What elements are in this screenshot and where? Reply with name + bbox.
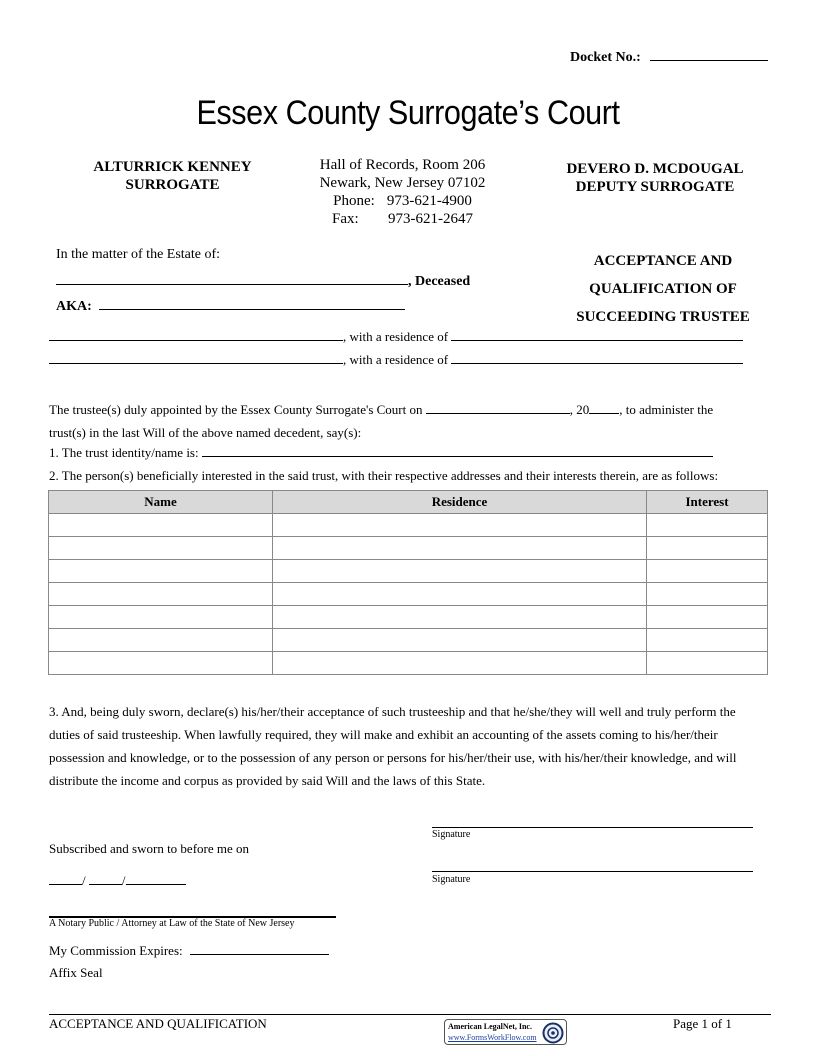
aka-label: AKA:: [56, 299, 92, 314]
beneficiary-residence-cell[interactable]: [273, 652, 647, 675]
fax-value: 973-621-2647: [388, 211, 473, 227]
column-header-residence: Residence: [273, 491, 647, 514]
document-title-line-2: QUALIFICATION OF: [589, 281, 737, 297]
trust-identity-field[interactable]: [202, 445, 713, 457]
residence-label-1: , with a residence of: [343, 329, 449, 344]
trustee-text-2: , to administer the: [619, 402, 714, 417]
commission-date-field[interactable]: [190, 943, 329, 955]
beneficiary-name-cell[interactable]: [49, 652, 273, 675]
deceased-line: [56, 273, 470, 290]
trustee-paragraph: [49, 398, 769, 444]
table-body: [49, 514, 768, 675]
oath-line-4: distribute the income and corpus as provided by said Will and the laws of this State.: [49, 773, 486, 788]
deputy-name: DEVERO D. MCDOUGAL: [566, 161, 744, 177]
commission-label: My Commission Expires:: [49, 943, 183, 958]
deputy-block: [550, 160, 760, 196]
surrogate-block: [70, 158, 275, 194]
beneficiary-residence-cell[interactable]: [273, 629, 647, 652]
document-title: [548, 247, 778, 331]
surrogate-title: SURROGATE: [125, 177, 220, 193]
person-name-field-1[interactable]: [49, 329, 343, 341]
beneficiary-residence-cell[interactable]: [273, 560, 647, 583]
residence-field-1[interactable]: [451, 329, 743, 341]
matter-label: In the matter of the Estate of:: [56, 247, 221, 262]
year-prefix: , 20: [569, 402, 590, 417]
table-row: [49, 537, 768, 560]
column-header-interest: Interest: [647, 491, 768, 514]
sworn-month-field[interactable]: [49, 873, 82, 885]
footer-divider: [49, 1014, 771, 1015]
affix-seal-label: Affix Seal: [49, 965, 103, 980]
sworn-year-field[interactable]: [126, 873, 186, 885]
deceased-label: , Deceased: [408, 274, 471, 289]
surrogate-name: ALTURRICK KENNEY: [93, 159, 252, 175]
beneficiary-name-cell[interactable]: [49, 606, 273, 629]
phone-row: [300, 192, 505, 210]
oath-line-2: duties of said trusteeship. When lawfully required, they will make and exhibit an accounting of the assets coming to his/her/their: [49, 727, 718, 742]
table-row: [49, 652, 768, 675]
docket-number: [570, 49, 768, 66]
beneficiary-name-cell[interactable]: [49, 537, 273, 560]
aka-field[interactable]: [99, 298, 405, 310]
address-line-1: Hall of Records, Room 206: [319, 157, 486, 173]
trustee-text-3: trust(s) in the last Will of the above named decedent, say(s):: [49, 425, 362, 440]
oath-line-1: 3. And, being duly sworn, declare(s) his/her/their acceptance of such trusteeship and that he/she/they will well and truly perform the: [49, 704, 736, 719]
beneficiary-table: [48, 490, 768, 675]
beneficiary-name-cell[interactable]: [49, 514, 273, 537]
court-title: Essex County Surrogate’s Court: [196, 94, 620, 132]
deceased-name-field[interactable]: [56, 273, 408, 285]
beneficiary-residence-cell[interactable]: [273, 583, 647, 606]
table-row: [49, 583, 768, 606]
column-header-name: Name: [49, 491, 273, 514]
beneficiary-name-cell[interactable]: [49, 583, 273, 606]
item-1-label: 1. The trust identity/name is:: [49, 445, 199, 460]
residence-field-2[interactable]: [451, 352, 743, 364]
beneficiary-interest-cell[interactable]: [647, 560, 768, 583]
beneficiary-interest-cell[interactable]: [647, 652, 768, 675]
sworn-date: / /: [49, 873, 186, 889]
notary-label: A Notary Public / Attorney at Law of the State of New Jersey: [49, 918, 295, 929]
residence-line-1: [49, 329, 743, 345]
court-address: [300, 156, 505, 228]
beneficiary-name-cell[interactable]: [49, 560, 273, 583]
beneficiary-name-cell[interactable]: [49, 629, 273, 652]
fax-row: [300, 210, 505, 228]
oath-paragraph: [49, 700, 769, 792]
item-2-label: 2. The person(s) beneficially interested in the said trust, with their respective addresses and their interests therein, are as follows:: [49, 468, 719, 483]
docket-label: Docket No.:: [570, 50, 641, 65]
globe-icon: [542, 1022, 564, 1044]
table-row: [49, 629, 768, 652]
appointment-date-field[interactable]: [426, 402, 570, 414]
table-row: [49, 560, 768, 583]
table-row: [49, 514, 768, 537]
deputy-title: DEPUTY SURROGATE: [575, 179, 735, 195]
signature-field-1[interactable]: [432, 827, 753, 828]
publisher-name: American LegalNet, Inc.: [448, 1022, 532, 1031]
subscribed-label: Subscribed and sworn to before me on: [49, 841, 250, 856]
trustee-text-1: The trustee(s) duly appointed by the Essex County Surrogate's Court on: [49, 402, 423, 417]
beneficiary-interest-cell[interactable]: [647, 514, 768, 537]
beneficiary-residence-cell[interactable]: [273, 537, 647, 560]
oath-line-3: possession and knowledge, or to the possession of any person or persons for his/her/their use, with his/her/their knowledge, and will: [49, 750, 737, 765]
signature-label-2: Signature: [432, 874, 471, 885]
residence-label-2: , with a residence of: [343, 352, 449, 367]
sworn-day-field[interactable]: [89, 873, 122, 885]
table-header-row: [49, 491, 768, 514]
beneficiary-residence-cell[interactable]: [273, 606, 647, 629]
publisher-url[interactable]: www.FormsWorkFlow.com: [448, 1033, 537, 1042]
signature-label-1: Signature: [432, 829, 471, 840]
docket-number-field[interactable]: [650, 49, 768, 61]
table-row: [49, 606, 768, 629]
person-name-field-2[interactable]: [49, 352, 343, 364]
beneficiary-interest-cell[interactable]: [647, 583, 768, 606]
phone-label: Phone:: [333, 193, 375, 209]
beneficiary-residence-cell[interactable]: [273, 514, 647, 537]
address-line-2: Newark, New Jersey 07102: [319, 175, 486, 191]
commission-expires: [49, 943, 329, 959]
appointment-year-field[interactable]: [589, 402, 619, 414]
beneficiary-interest-cell[interactable]: [647, 537, 768, 560]
beneficiary-interest-cell[interactable]: [647, 606, 768, 629]
beneficiary-interest-cell[interactable]: [647, 629, 768, 652]
trustee-line-1: [49, 398, 769, 421]
page-number: Page 1 of 1: [673, 1016, 732, 1031]
trust-identity-line: [49, 445, 769, 461]
footer-form-name: ACCEPTANCE AND QUALIFICATION: [49, 1016, 267, 1031]
document-title-line-3: SUCCEEDING TRUSTEE: [576, 309, 750, 325]
fax-label: Fax:: [332, 211, 359, 227]
aka-line: [56, 298, 405, 315]
residence-line-2: [49, 352, 743, 368]
signature-field-2[interactable]: [432, 871, 753, 872]
phone-value: 973-621-4900: [386, 193, 472, 209]
publisher-logo[interactable]: [444, 1019, 567, 1045]
document-title-line-1: ACCEPTANCE AND: [593, 253, 733, 269]
